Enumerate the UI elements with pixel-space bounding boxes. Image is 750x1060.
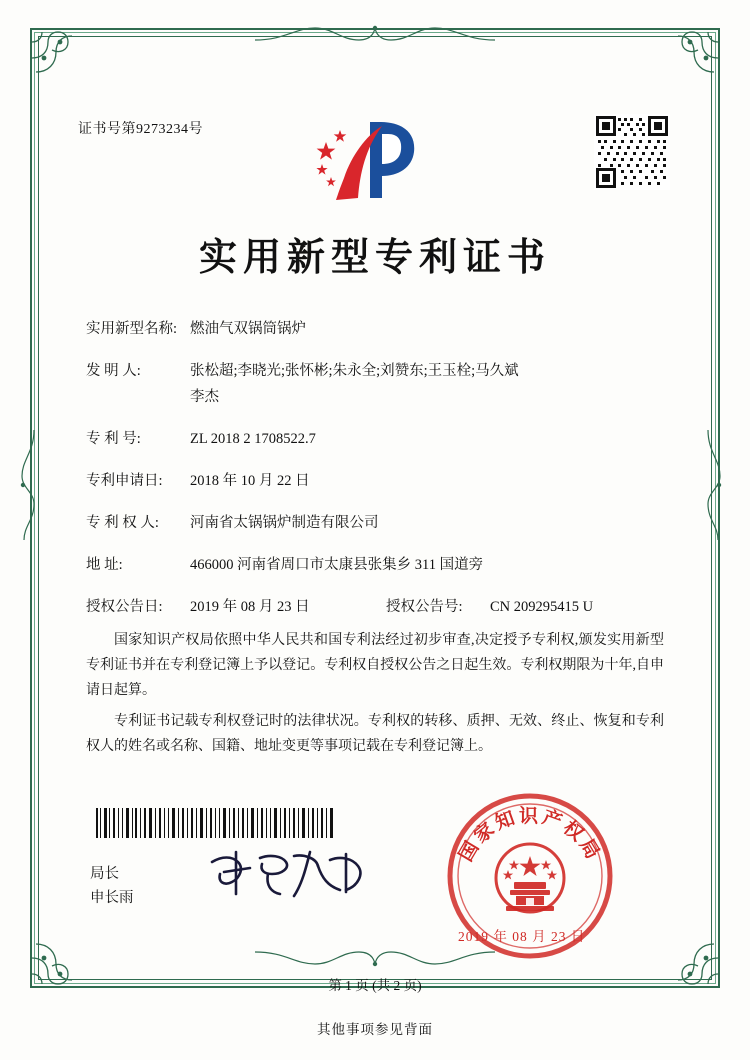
field-row-grant-announcement bbox=[86, 596, 666, 618]
field-value: 燃油气双锅筒锅炉 bbox=[190, 321, 306, 337]
field-label: 实用新型名称: bbox=[86, 321, 178, 337]
field-list bbox=[86, 318, 666, 634]
footer-note: 其他事项参见背面 bbox=[317, 1022, 433, 1037]
field-label: 地 址: bbox=[86, 557, 123, 573]
field-row-utility-model-name bbox=[86, 318, 666, 340]
field-value: 2018 年 10 月 22 日 bbox=[190, 473, 310, 489]
seal-top-text: 国家知识产权局 bbox=[454, 805, 606, 866]
handwritten-signature-icon bbox=[206, 846, 376, 908]
field-row-patent-number bbox=[86, 428, 666, 450]
field-label: 专 利 权 人: bbox=[86, 515, 159, 531]
qr-code-icon bbox=[594, 114, 670, 190]
field-row-address bbox=[86, 554, 666, 576]
field-row-inventors bbox=[86, 360, 666, 408]
certificate-number: 证书号第9273234号 bbox=[78, 122, 203, 137]
page-title: 实用新型专利证书 bbox=[198, 235, 551, 279]
cnipa-logo-icon bbox=[296, 112, 446, 212]
field-value: 河南省太锅锅炉制造有限公司 bbox=[190, 515, 379, 531]
field-row-application-date bbox=[86, 470, 666, 492]
seal-date: 2019 年 08 月 23 日 bbox=[458, 929, 586, 944]
edge-ornament-right-icon bbox=[700, 430, 726, 545]
field-label: 专利申请日: bbox=[86, 473, 163, 489]
grant-date-group bbox=[86, 596, 386, 618]
barcode-icon bbox=[96, 808, 336, 838]
field-value-line1: 张松超;李晓光;张怀彬;朱永全;刘赞东;王玉栓;马久斌 bbox=[190, 363, 519, 379]
field-value: CN 209295415 U bbox=[490, 599, 594, 615]
paragraph-registry: 专利证书记载专利权登记时的法律状况。专利权的转移、质押、无效、终止、恢复和专利权人的姓名或名称、国籍、地址变更等事项记载在专利登记簿上。 bbox=[86, 714, 664, 754]
grant-number-group bbox=[386, 596, 666, 618]
field-label: 授权公告号: bbox=[386, 599, 463, 615]
corner-ornament-icon bbox=[30, 28, 92, 90]
page-number: 第 1 页 (共 2 页) bbox=[328, 978, 422, 993]
signature-labels bbox=[90, 862, 134, 910]
edge-ornament-top-icon bbox=[255, 22, 495, 53]
field-label: 授权公告日: bbox=[86, 599, 163, 615]
field-value-line2: 李杰 bbox=[190, 389, 219, 405]
field-label: 专 利 号: bbox=[86, 431, 141, 447]
director-name-label: 申长雨 bbox=[90, 890, 134, 906]
director-role-label: 局长 bbox=[90, 866, 119, 882]
corner-ornament-icon bbox=[658, 28, 720, 90]
field-value: 466000 河南省周口市太康县张集乡 311 国道旁 bbox=[190, 557, 484, 573]
edge-ornament-left-icon bbox=[16, 430, 42, 545]
paragraph-grant: 国家知识产权局依照中华人民共和国专利法经过初步审查,决定授予专利权,颁发实用新型专利证书并在专利登记簿上予以登记。专利权自授权公告之日起生效。专利权期限为十年,自申请日起算。 bbox=[86, 633, 664, 698]
field-value bbox=[190, 360, 666, 408]
field-value: ZL 2018 2 1708522.7 bbox=[190, 431, 316, 447]
field-row-patentee bbox=[86, 512, 666, 534]
field-label: 发 明 人: bbox=[86, 363, 141, 379]
legal-text bbox=[86, 628, 664, 765]
field-value: 2019 年 08 月 23 日 bbox=[190, 599, 310, 615]
